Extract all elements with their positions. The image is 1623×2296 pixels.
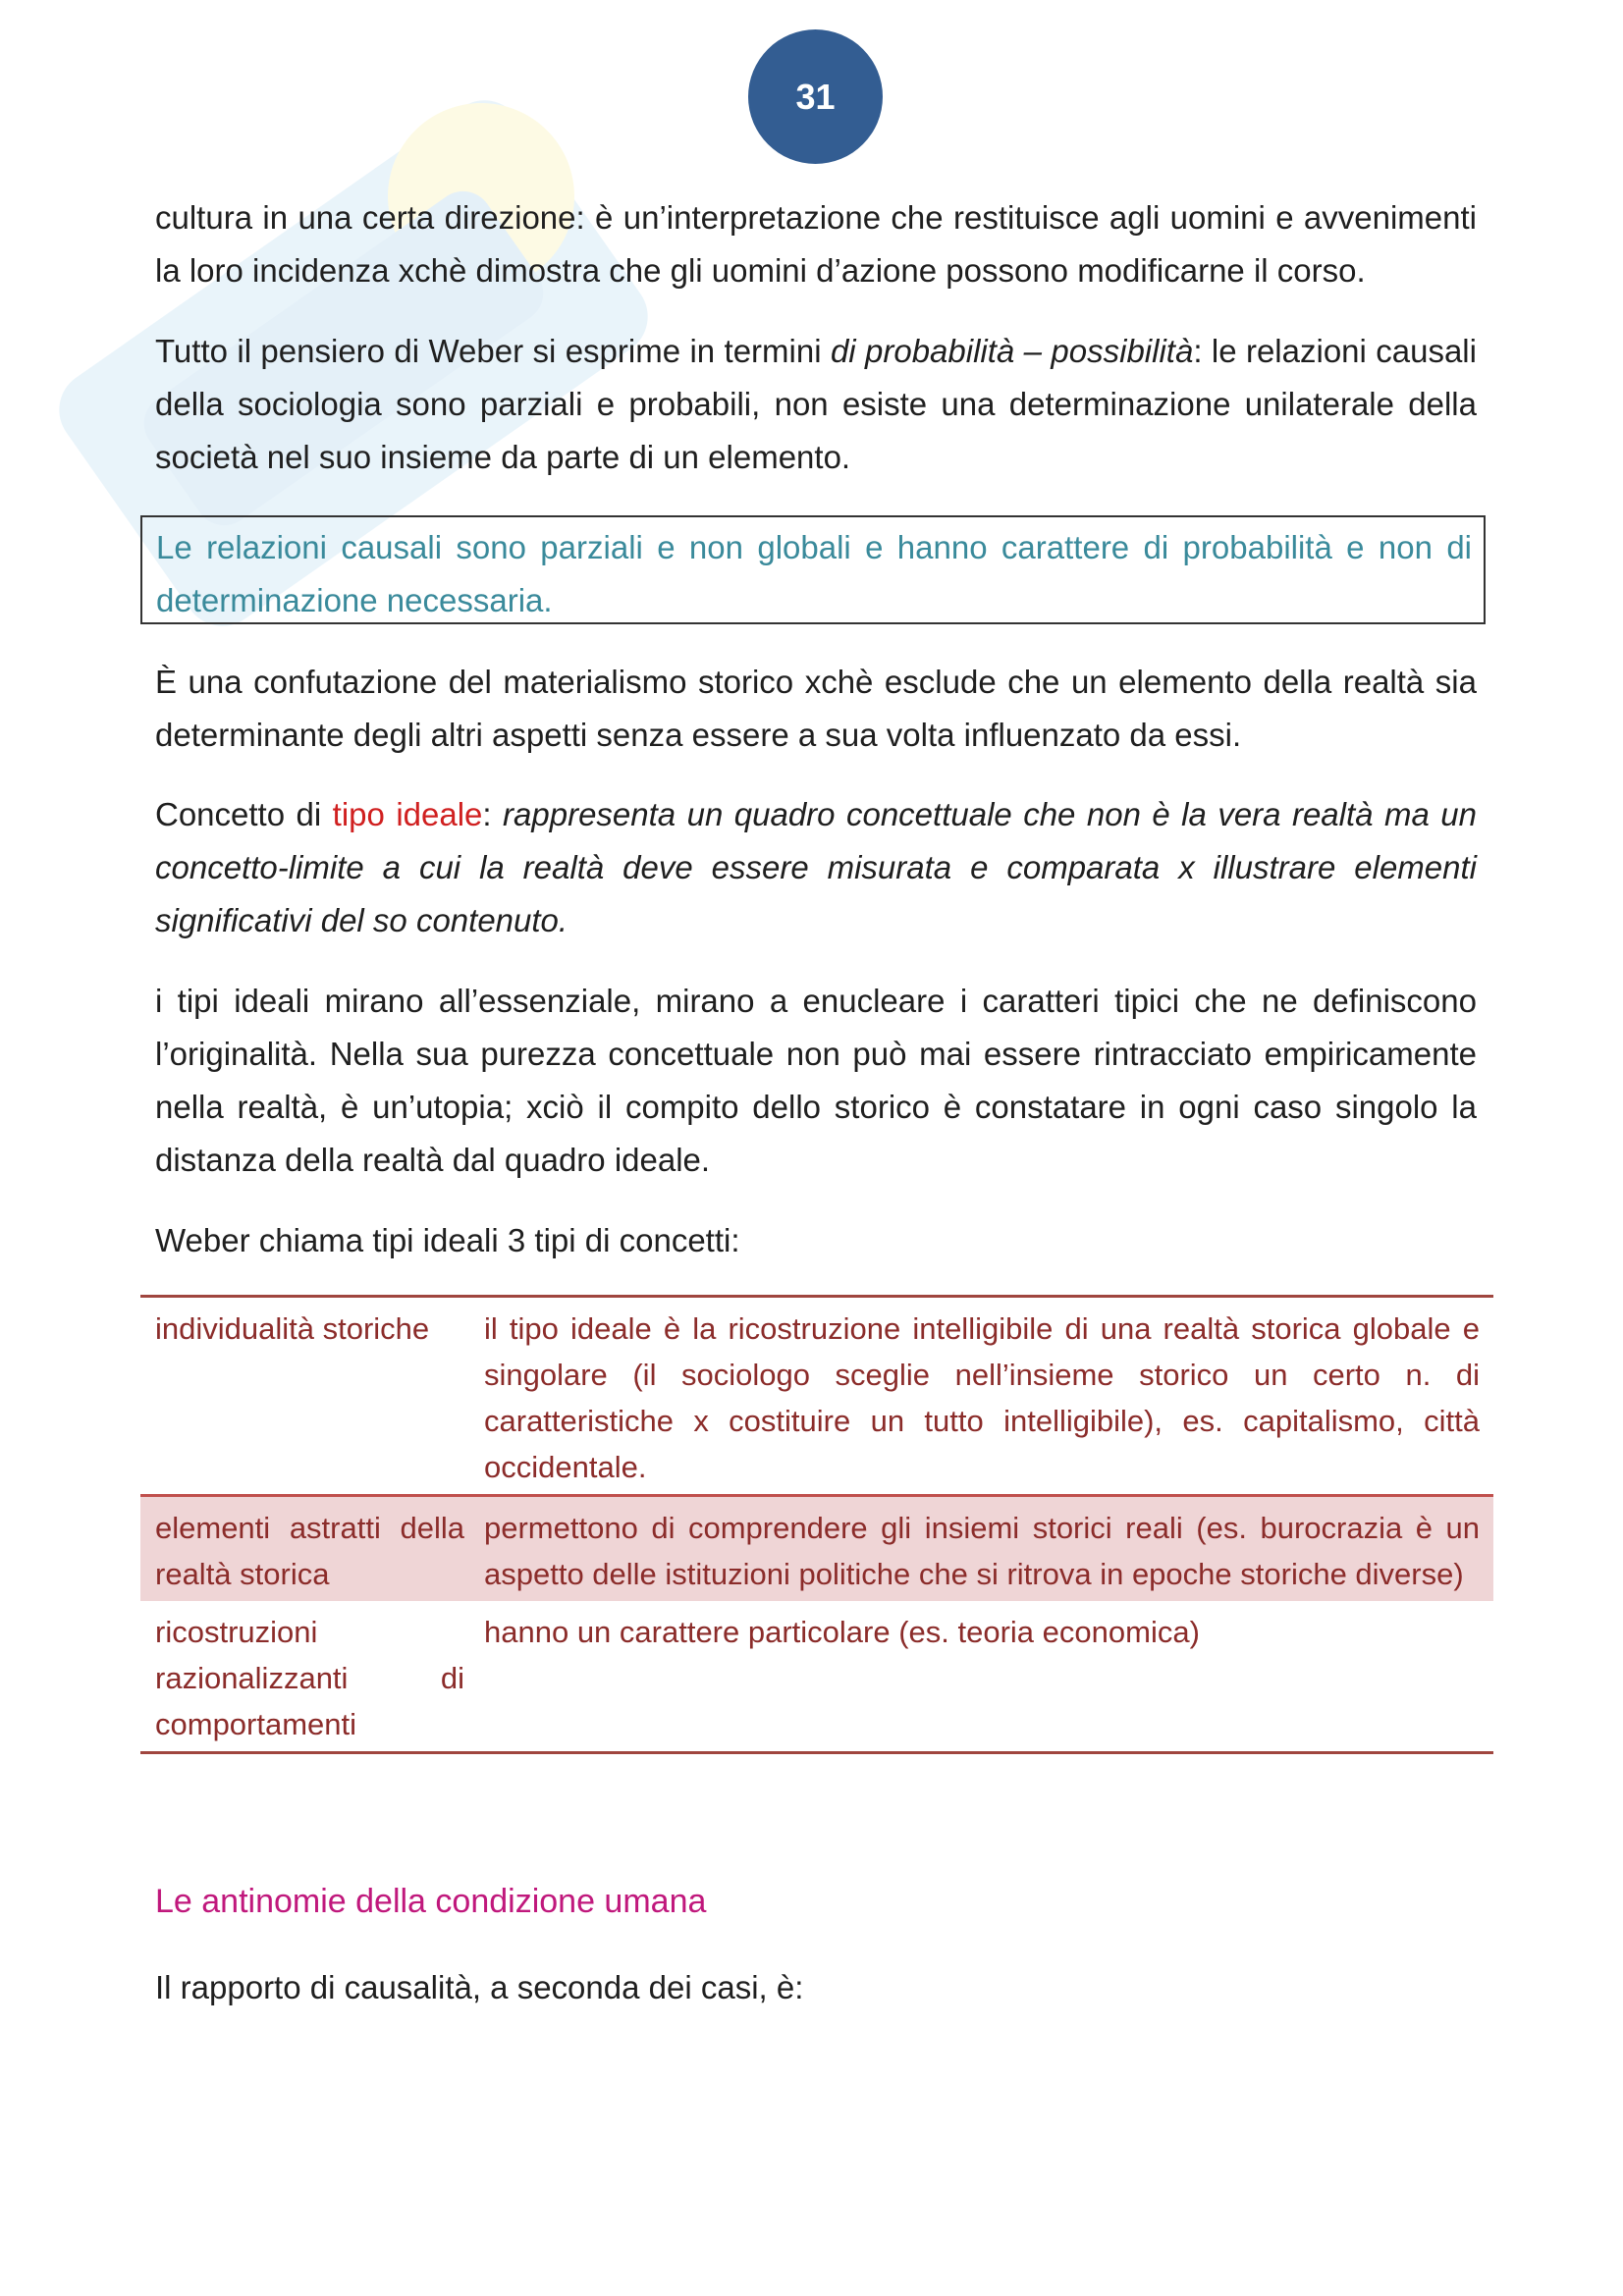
paragraph-1: cultura in una certa direzione: è un’interpretazione che restituisce agli uomini e avvenimenti la loro incidenza xchè dimostra che gli uomini d’azione possono modificarne il corso. bbox=[155, 199, 1477, 289]
paragraph-4-start: Concetto di bbox=[155, 796, 333, 832]
table-row bbox=[140, 1298, 1493, 1494]
ideal-type-term: tipo ideale bbox=[332, 796, 483, 832]
section-heading: Le antinomie della condizione umana bbox=[155, 1883, 707, 1920]
paragraph-3: È una confutazione del materialismo storico xchè esclude che un elemento della realtà sia determinante degli altri aspetti senza essere a sua volta influenzato da essi. bbox=[155, 664, 1477, 753]
paragraph-4 bbox=[155, 788, 1477, 947]
table-term: individualità storiche bbox=[155, 1311, 430, 1346]
paragraph-6: Weber chiama tipi ideali 3 tipi di concetti: bbox=[155, 1222, 740, 1258]
probability-term: di probabilità – possibilità bbox=[830, 333, 1194, 369]
table-definition: hanno un carattere particolare (es. teoria economica) bbox=[484, 1615, 1200, 1649]
paragraph-4-colon: : bbox=[482, 796, 504, 832]
highlight-text: Le relazioni causali sono parziali e non globali e hanno carattere di probabilità e non di determinazione necessaria. bbox=[156, 529, 1472, 618]
paragraph-2-start: Tutto il pensiero di Weber si esprime in termini bbox=[155, 333, 831, 369]
paragraph-2-end: : le relazioni causali della sociologia sono parziali e probabili, non esiste una determinazione unilaterale della società nel suo insieme da parte di un elemento. bbox=[155, 333, 1477, 475]
ideal-types-table bbox=[140, 1295, 1493, 1754]
paragraph-2 bbox=[155, 325, 1477, 484]
table-row bbox=[140, 1601, 1493, 1751]
table-term: elementi astratti della realtà storica bbox=[155, 1511, 464, 1591]
ideal-type-definition: rappresenta un quadro concettuale che non è la vera realtà ma un concetto-limite a cui la realtà deve essere misurata e comparata x illustrare elementi significativi del so contenuto. bbox=[155, 796, 1477, 938]
paragraph-5: i tipi ideali mirano all’essenziale, mirano a enucleare i caratteri tipici che ne definiscono l’originalità. Nella sua purezza concettuale non può mai essere rintracciato empiricamente nella realtà, è un’utopia; xciò il compito dello storico è constatare in ogni caso singolo la distanza della realtà dal quadro ideale. bbox=[155, 983, 1477, 1178]
page-number-badge bbox=[748, 29, 883, 164]
highlight-box bbox=[140, 515, 1486, 624]
table-definition: permettono di comprendere gli insiemi storici reali (es. burocrazia è un aspetto delle istituzioni politiche che si ritrova in epoche storiche diverse) bbox=[484, 1511, 1480, 1591]
table-row bbox=[140, 1494, 1493, 1601]
table-term: ricostruzioni razionalizzanti di comportamenti bbox=[155, 1615, 464, 1741]
page-number: 31 bbox=[795, 76, 836, 117]
table-definition: il tipo ideale è la ricostruzione intelligibile di una realtà storica globale e singolare (il sociologo sceglie nell’insieme storico un certo n. di caratteristiche x costituire un tutto intelligibile), es. capitalismo, città occidentale. bbox=[484, 1311, 1480, 1484]
section-text: Il rapporto di causalità, a seconda dei casi, è: bbox=[155, 1969, 804, 2005]
